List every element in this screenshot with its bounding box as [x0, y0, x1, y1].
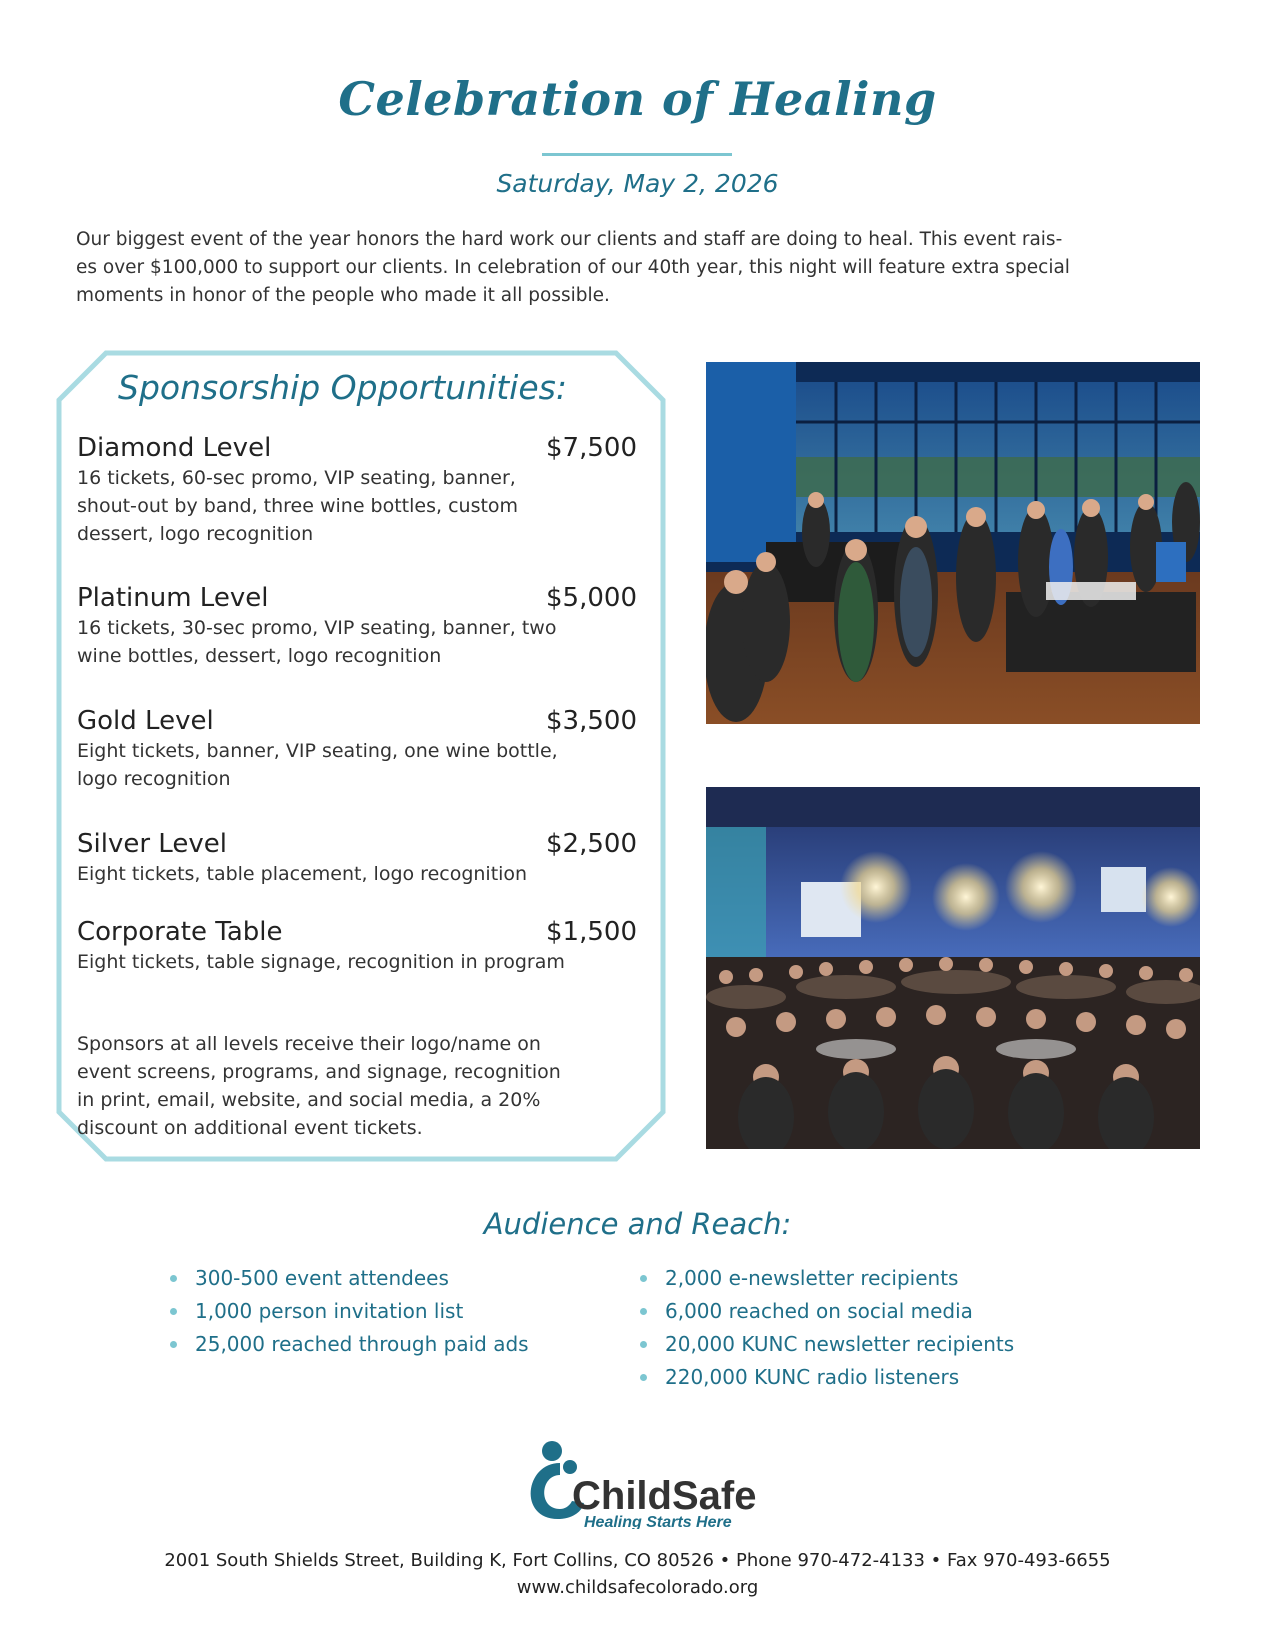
list-item: [170, 1328, 529, 1361]
childsafe-logo: [512, 1437, 772, 1529]
tier-desc-line: wine bottles, dessert, logo recognition: [77, 645, 442, 667]
event-photo-ballroom: [706, 787, 1200, 1149]
list-item: [640, 1262, 1014, 1295]
tier-price: $1,500: [546, 917, 637, 947]
list-item-text: 20,000 KUNC newsletter recipients: [665, 1332, 1015, 1356]
sponsor-benefits-note: [77, 1030, 561, 1142]
bullet-icon: [170, 1341, 177, 1348]
tier-desc-line: 16 tickets, 30-sec promo, VIP seating, banner, two: [77, 617, 557, 639]
bullet-icon: [640, 1341, 647, 1348]
tier-silver: [77, 828, 637, 888]
footer-website[interactable]: www.childsafecolorado.org: [516, 1577, 759, 1598]
logo-head-icon: [542, 1441, 562, 1461]
tier-diamond: [77, 432, 637, 548]
tier-corporate-table: [77, 916, 637, 976]
tier-desc-line: Eight tickets, table placement, logo recognition: [77, 863, 528, 885]
audience-list-right: [640, 1262, 1014, 1394]
tier-desc-line: shout-out by band, three wine bottles, custom: [77, 495, 519, 517]
list-item: [170, 1262, 529, 1295]
audience-title: Audience and Reach:: [483, 1207, 792, 1241]
logo-wordmark: ChildSafe: [572, 1474, 757, 1518]
sponsorship-title: Sponsorship Opportunities:: [118, 368, 567, 407]
tier-desc-line: Eight tickets, banner, VIP seating, one wine bottle,: [77, 740, 558, 762]
intro-line: Our biggest event of the year honors the hard work our clients and staff are doing to heal. This event rais-: [76, 229, 1063, 250]
note-line: event screens, programs, and signage, recognition: [77, 1061, 561, 1083]
tier-price: $2,500: [546, 829, 637, 859]
tier-price: $7,500: [546, 433, 637, 463]
tier-name: Platinum Level: [77, 583, 269, 613]
tier-name: Diamond Level: [77, 433, 272, 463]
tier-desc-line: logo recognition: [77, 768, 231, 790]
intro-paragraph: [76, 226, 1201, 310]
intro-line: es over $100,000 to support our clients. In celebration of our 40th year, this night will feature extra special: [76, 257, 1070, 278]
list-item: [640, 1361, 1014, 1394]
tier-price: $5,000: [546, 583, 637, 613]
event-date: Saturday, May 2, 2026: [496, 169, 779, 198]
audience-list-left: [170, 1262, 529, 1361]
note-line: Sponsors at all levels receive their logo/name on: [77, 1033, 541, 1055]
list-item-text: 300-500 event attendees: [195, 1266, 449, 1290]
tier-name: Corporate Table: [77, 917, 283, 947]
bullet-icon: [640, 1308, 647, 1315]
page-title: Celebration of Healing: [338, 72, 937, 126]
tier-gold: [77, 705, 637, 793]
list-item-text: 25,000 reached through paid ads: [195, 1332, 529, 1356]
list-item: [640, 1295, 1014, 1328]
list-item: [640, 1328, 1014, 1361]
tier-desc-line: dessert, logo recognition: [77, 523, 314, 545]
list-item-text: 220,000 KUNC radio listeners: [665, 1365, 960, 1389]
title-divider: [542, 153, 732, 156]
bullet-icon: [170, 1275, 177, 1282]
tier-name: Gold Level: [77, 706, 214, 736]
bullet-icon: [640, 1374, 647, 1381]
bullet-icon: [640, 1275, 647, 1282]
footer-address: 2001 South Shields Street, Building K, Fort Collins, CO 80526 • Phone 970-472-4133 • Fax 970-493-6655: [164, 1550, 1111, 1571]
list-item-text: 2,000 e-newsletter recipients: [665, 1266, 959, 1290]
logo-tagline: Healing Starts Here: [584, 1514, 732, 1529]
tier-desc-line: 16 tickets, 60-sec promo, VIP seating, banner,: [77, 467, 516, 489]
event-photo-reception: [706, 362, 1200, 724]
list-item: [170, 1295, 529, 1328]
list-item-text: 6,000 reached on social media: [665, 1299, 973, 1323]
tier-name: Silver Level: [77, 829, 227, 859]
intro-line: moments in honor of the people who made it all possible.: [76, 285, 610, 306]
logo-child-head-icon: [563, 1460, 577, 1474]
tier-platinum: [77, 582, 637, 670]
bullet-icon: [170, 1308, 177, 1315]
note-line: discount on additional event tickets.: [77, 1117, 423, 1139]
note-line: in print, email, website, and social media, a 20%: [77, 1089, 541, 1111]
list-item-text: 1,000 person invitation list: [195, 1299, 464, 1323]
tier-price: $3,500: [546, 706, 637, 736]
tier-desc-line: Eight tickets, table signage, recognition in program: [77, 951, 565, 973]
